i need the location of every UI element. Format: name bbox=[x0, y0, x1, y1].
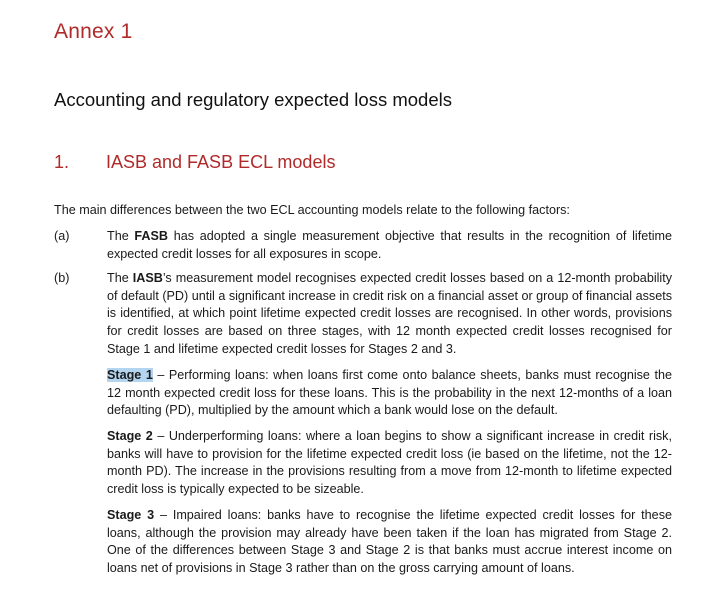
stage-1-label-selected[interactable]: Stage 1 bbox=[107, 368, 153, 382]
list-item-lead: The bbox=[107, 271, 133, 285]
section-title: IASB and FASB ECL models bbox=[106, 152, 336, 172]
document-title: Accounting and regulatory expected loss models bbox=[54, 89, 452, 110]
list-item-content bbox=[107, 270, 672, 359]
stage-1-text: – Performing loans: when loans first come onto balance sheets, banks must recognise the 12 month expected credit loss for these loans. This is the probability in the next 12-months of a loan defaulting (PD), multiplied by the amount which a bank would lose on the default. bbox=[107, 368, 672, 418]
intro-paragraph: The main differences between the two ECL accounting models relate to the following factors: bbox=[54, 203, 570, 217]
stage-3-text: – Impaired loans: banks have to recognise the lifetime expected credit losses for these loans, although the provision may already have been taken if the loan has migrated from Stage 2. One of the differences between Stage 3 and Stage 2 is that banks must accrue interest income on loans net of provisions in Stage 3 rather than on the gross carrying amount of loans. bbox=[107, 508, 672, 576]
list-item-bold-term: FASB bbox=[134, 229, 168, 243]
stage-2-label: Stage 2 bbox=[107, 429, 153, 443]
list-marker: (a) bbox=[54, 229, 70, 243]
list-item-lead: The bbox=[107, 229, 135, 243]
stage-2-paragraph bbox=[107, 428, 672, 499]
stage-3-label: Stage 3 bbox=[107, 508, 155, 522]
annex-title: Annex 1 bbox=[54, 20, 133, 43]
list-item-bold-term: IASB bbox=[132, 271, 163, 285]
list-item-text: ’s measurement model recognises expected credit losses based on a 12-month probability of default (PD) until a significant increase in credit risk on a financial asset or group of financial assets is identified, at which point lifetime expected credit losses are recognised. In other words, provisions for credit losses are based on three stages, with 12 month expected credit losses recognised for Stage 1 and lifetime expected credit losses for Stages 2 and 3. bbox=[107, 271, 673, 356]
stage-3-paragraph bbox=[107, 507, 672, 578]
stage-2-text: – Underperforming loans: where a loan begins to show a significant increase in credit risk, banks will have to provision for the lifetime expected credit loss (ie based on the lifetime, not the 12-month PD). The increase in the provisions resulting from a move from 12-month to lifetime expected credit loss is typically expected to be sizeable. bbox=[107, 429, 672, 497]
list-item-text: has adopted a single measurement objective that results in the recognition of lifetime expected credit losses for all exposures in scope. bbox=[107, 229, 672, 261]
section-number: 1. bbox=[54, 152, 70, 172]
section-heading bbox=[54, 152, 335, 173]
stage-1-paragraph bbox=[107, 367, 672, 420]
list-marker: (b) bbox=[54, 271, 70, 285]
list-item-content bbox=[107, 228, 672, 263]
